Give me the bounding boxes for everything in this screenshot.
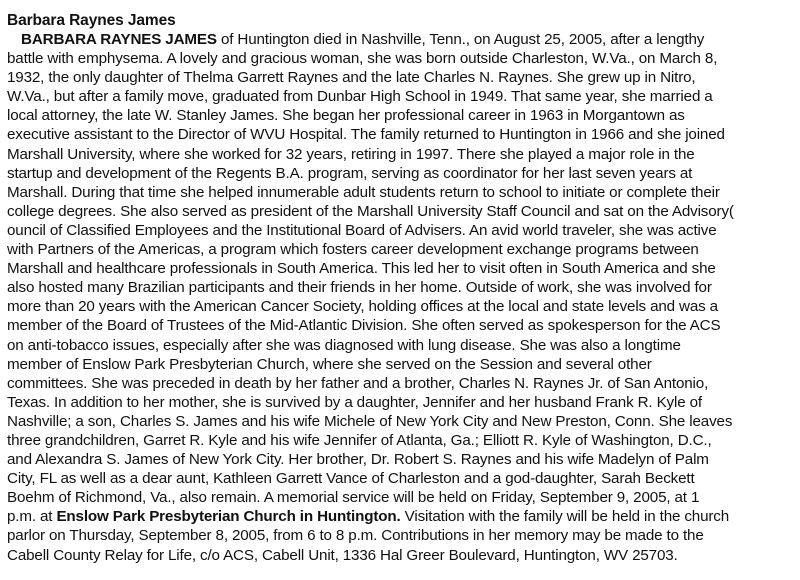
body-text-segment: on anti-tobacco issues, especially after she was diagnosed with lung disease. She was also a longtime <box>7 336 681 354</box>
bold-text: Enslow Park Presbyterian Church in Huntington. <box>56 508 401 526</box>
body-text-segment: with Partners of the Americas, a program which fosters career development exchange programs between <box>7 241 699 259</box>
obituary-line <box>7 316 795 335</box>
obituary-line <box>7 202 795 221</box>
obituary-line <box>7 450 795 469</box>
body-text-segment: parlor on Thursday, September 8, 2005, from 6 to 8 p.m. Contributions in her memory may be made to the <box>7 527 704 545</box>
obituary-line <box>7 221 795 240</box>
obituary-line <box>7 183 795 202</box>
body-text-segment: p.m. at <box>7 508 57 526</box>
body-text-segment: City, FL as well as a dear aunt, Kathleen Garrett Vance of Charleston and a god-daughter, Sarah Beckett <box>7 470 695 488</box>
body-text-segment: 1932, the only daughter of Thelma Garrett Raynes and the late Charles N. Raynes. She grew up in Nitro, <box>7 69 696 87</box>
body-text-segment: Cabell County Relay for Life, c/o ACS, Cabell Unit, 1336 Hal Greer Boulevard, Huntington, WV 25703. <box>7 546 678 564</box>
body-text-segment: Marshall University, where she worked for 32 years, retiring in 1997. There she played a major role in the <box>7 145 695 163</box>
body-text-segment: and Alexandra S. James of New York City. Her brother, Dr. Robert S. Raynes and his wife Madelyn of Palm <box>7 451 709 469</box>
obituary-line <box>7 355 795 374</box>
body-text-segment: executive assistant to the Director of WVU Hospital. The family returned to Huntington in 1966 and she joined <box>7 126 725 144</box>
body-text-segment: member of Enslow Park Presbyterian Church, where she served on the Session and several other <box>7 355 652 373</box>
obituary-line <box>7 240 795 259</box>
body-text-segment: Texas. In addition to her mother, she is survived by a daughter, Jennifer and her husband Frank R. Kyle of <box>7 393 702 411</box>
obituary-line <box>7 546 795 565</box>
body-text-segment: three grandchildren, Garret R. Kyle and his wife Jennifer of Atlanta, Ga.; Elliott R. Kyle of Washington, D.C., <box>7 431 712 449</box>
body-text-segment: more than 20 years with the American Cancer Society, holding offices at the local and state levels and was a <box>7 298 718 316</box>
bold-text: BARBARA RAYNES JAMES <box>21 31 217 48</box>
obituary-line <box>7 30 795 49</box>
body-text-segment: W.Va., but after a family move, graduated from Dunbar High School in 1949. That same year, she married a <box>7 88 713 106</box>
body-text-segment: startup and development of the Regents B.A. program, serving as coordinator for her last seven years at <box>7 164 693 182</box>
obituary-line <box>7 431 795 450</box>
obituary-line <box>7 526 795 545</box>
body-text-segment: Nashville; a son, Charles S. James and his wife Michele of New York City and New Preston, Conn. She leaves <box>7 412 733 430</box>
body-text-segment: Marshall. During that time she helped innumerable adult students return to school to initiate or complete their <box>7 183 720 201</box>
body-text-segment: member of the Board of Trustees of the Mid-Atlantic Division. She often served as spokesperson for the ACS <box>7 317 721 335</box>
obituary-body <box>7 30 795 565</box>
obituary-line <box>7 87 795 106</box>
obituary-headline: Barbara Raynes James <box>7 12 176 29</box>
obituary-line <box>7 49 795 68</box>
body-text-segment: college degrees. She also served as president of the Marshall University Staff Council and sat on the Advisory( <box>7 202 734 220</box>
obituary-line <box>7 412 795 431</box>
obituary-line <box>7 297 795 316</box>
body-text-segment: ouncil of Classified Employees and the Institutional Board of Advisers. An avid world traveler, she was active <box>7 221 717 239</box>
body-text-segment: Visitation with the family will be held in the church <box>400 508 730 526</box>
body-text-segment: local attorney, the late W. Stanley James. She began her professional career in 1963 in Morgantown as <box>7 107 685 125</box>
obituary-line <box>7 278 795 297</box>
body-text-segment: also hosted many Brazilian participants and their friends in her home. Outside of work, she was involved for <box>7 279 712 297</box>
body-text-segment: Marshall and healthcare professionals in South America. This led her to visit often in South America and she <box>7 260 716 278</box>
obituary-line <box>7 164 795 183</box>
body-text-segment: battle with emphysema. A lovely and gracious woman, she was born outside Charleston, W.Va., on March 8, <box>7 50 718 68</box>
obituary-line <box>7 469 795 488</box>
body-text-segment: of Huntington died in Nashville, Tenn., on August 25, 2005, after a lengthy <box>216 31 705 48</box>
obituary-line <box>7 106 795 125</box>
obituary-clipping <box>7 11 795 565</box>
body-text-segment: committees. She was preceded in death by her father and a brother, Charles N. Raynes Jr. of San Antonio, <box>7 374 709 392</box>
obituary-line <box>7 374 795 393</box>
obituary-line <box>7 145 795 164</box>
body-text-segment: Boehm of Richmond, Va., also remain. A memorial service will be held on Friday, September 9, 2005, at 1 <box>7 489 700 507</box>
obituary-line <box>7 507 795 526</box>
obituary-line <box>7 393 795 412</box>
obituary-line <box>7 259 795 278</box>
obituary-line <box>7 488 795 507</box>
obituary-line <box>7 68 795 87</box>
obituary-line <box>7 125 795 144</box>
obituary-line <box>7 336 795 355</box>
